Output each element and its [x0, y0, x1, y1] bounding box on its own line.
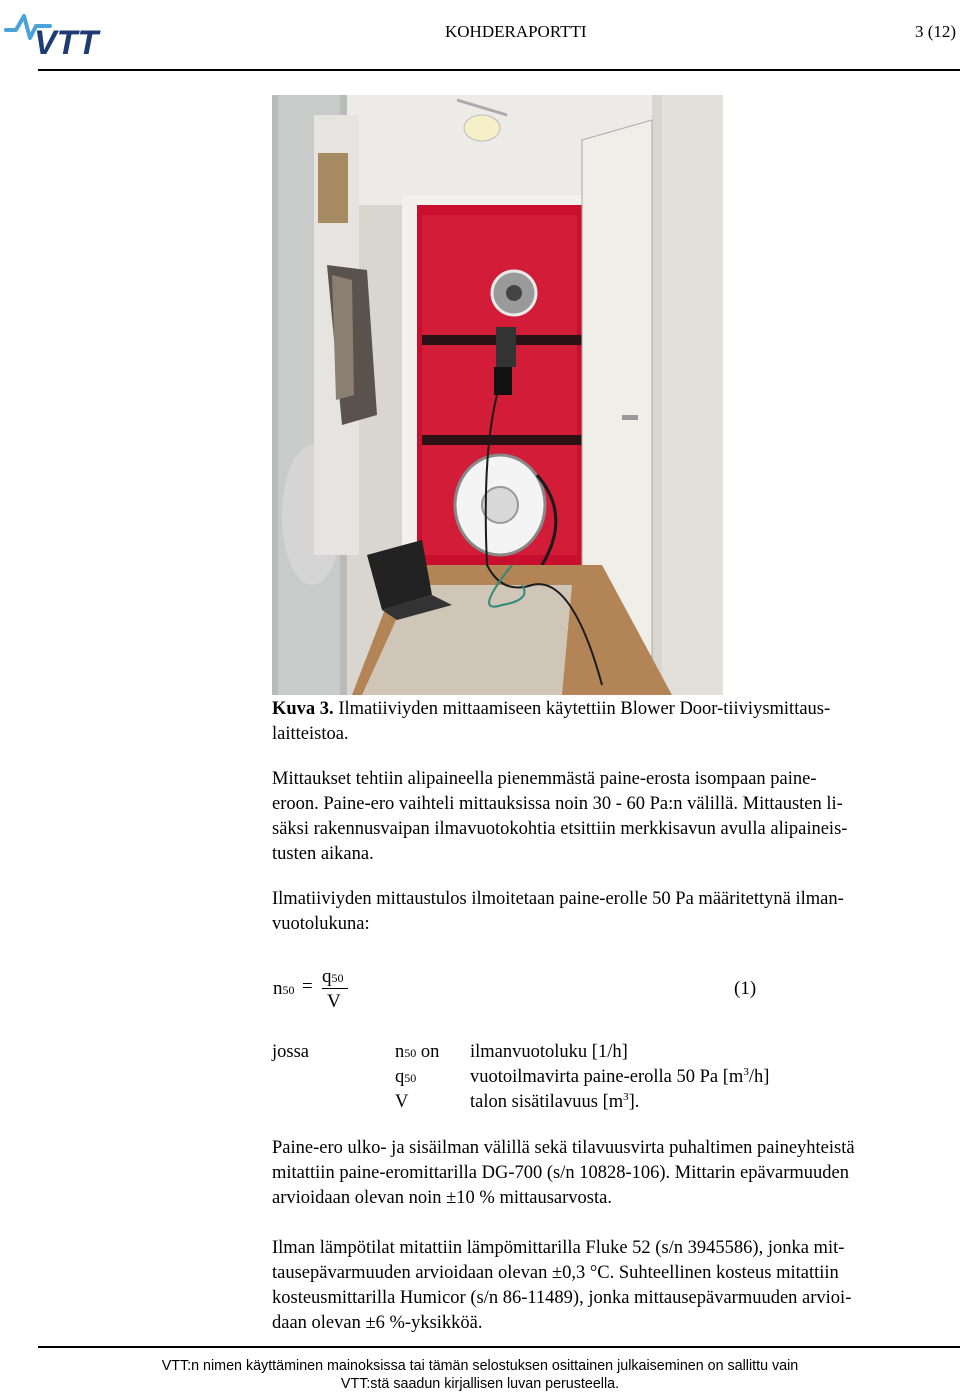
paragraph-temperature	[272, 1236, 950, 1336]
equation-number: (1)	[734, 978, 757, 999]
paragraph-pressure	[272, 1136, 950, 1211]
header-rule	[38, 69, 960, 71]
formula-numerator: q50	[322, 966, 344, 987]
logo-text: VTT	[34, 24, 99, 58]
formula-denominator: V	[327, 991, 341, 1012]
text-line: mitattiin paine-eromittarilla DG-700 (s/n 10828-106). Mittarin epävarmuuden	[272, 1163, 849, 1183]
footer-line-2: VTT:stä saadun kirjallisen luvan perusteella.	[340, 1376, 620, 1392]
text-line: tausepävarmuuden arvioidaan olevan ±0,3 °C. Suhteellinen kosteus mitattiin	[272, 1263, 839, 1283]
paragraph-measurements	[272, 767, 950, 867]
legend-symbol-v: V	[395, 1092, 409, 1112]
caption-text: Ilmatiiviyden mittaamiseen käytettiin Blower Door-tiiviysmittaus-	[338, 699, 831, 719]
legend-intro: jossa	[272, 1042, 309, 1062]
blower-door-photo	[272, 95, 723, 695]
legend-symbol-n50: n50 on	[395, 1042, 440, 1062]
vtt-logo	[4, 8, 140, 58]
text-line: säksi rakennusvaipan ilmavuotokohtia etsittiin merkkisavun avulla alipaineis-	[272, 819, 848, 839]
text-line: arvioidaan olevan noin ±10 % mittausarvosta.	[272, 1188, 612, 1208]
text-line: Paine-ero ulko- ja sisäilman välillä sekä tilavuusvirta puhaltimen paineyhteistä	[272, 1138, 855, 1158]
text-line: daan olevan ±6 %-yksikköä.	[272, 1313, 483, 1333]
fraction-bar	[322, 988, 348, 989]
text-line: eroon. Paine-ero vaihteli mittauksissa noin 30 - 60 Pa:n välillä. Mittausten li-	[272, 794, 843, 814]
text-line: vuotolukuna:	[272, 914, 370, 934]
page-number: 3 (12)	[915, 22, 957, 41]
footer-rule	[38, 1346, 960, 1348]
text-line: Ilmatiiviyden mittaustulos ilmoitetaan paine-erolle 50 Pa määritettynä ilman-	[272, 889, 844, 909]
caption-label: Kuva 3.	[272, 699, 334, 719]
formula-equals: =	[302, 976, 313, 997]
text-line: kosteusmittarilla Humicor (s/n 86-11489), jonka mittausepävarmuuden arvioi-	[272, 1288, 852, 1308]
formula-lhs: n50	[273, 978, 295, 999]
legend-desc-n50: ilmanvuotoluku [1/h]	[470, 1042, 628, 1062]
text-line: tusten aikana.	[272, 844, 374, 864]
paragraph-result	[272, 887, 950, 937]
header-title: KOHDERAPORTTI	[445, 22, 587, 41]
legend-desc-v: talon sisätilavuus $[m^3]$.	[470, 1091, 640, 1112]
footer-line-1: VTT:n nimen käyttäminen mainoksissa tai tämän selostuksen osittainen julkaiseminen on sallittu vain	[161, 1358, 799, 1374]
text-line: Mittaukset tehtiin alipaineella pienemmästä paine-erosta isompaan paine-	[272, 769, 817, 789]
caption-text-2: laitteistoa.	[272, 724, 349, 744]
figure-caption	[272, 697, 950, 747]
legend-desc-q50: vuotoilmavirta paine-erolla 50 Pa $[m^3/h]$	[470, 1066, 770, 1087]
text-line: Ilman lämpötilat mitattiin lämpömittarilla Fluke 52 (s/n 3945586), jonka mit-	[272, 1238, 845, 1258]
legend-symbol-q50: q50	[395, 1067, 417, 1087]
